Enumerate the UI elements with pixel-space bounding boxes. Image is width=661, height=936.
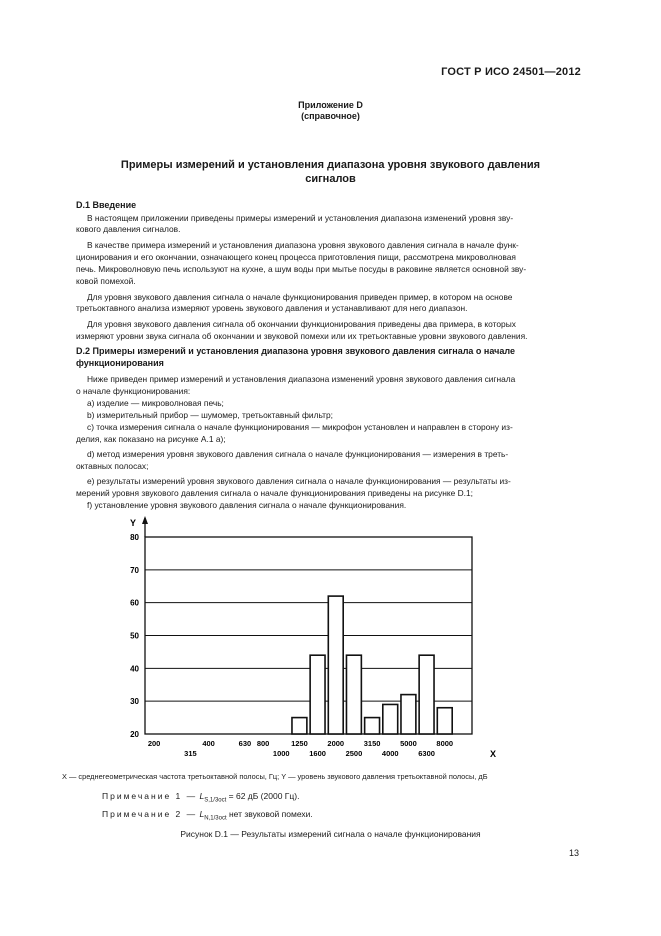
x-tick-label: 3150 (363, 739, 381, 748)
bar-8000 (437, 708, 452, 734)
section-d1-title: D.1 Введение (76, 200, 137, 210)
y-tick-label: 30 (130, 697, 139, 707)
document-header: ГОСТ Р ИСО 24501—2012 (441, 66, 581, 78)
note-2-text: нет звуковой помехи. (226, 809, 313, 819)
page-title-line2: сигналов (305, 173, 356, 185)
y-axis-ticks (130, 533, 139, 739)
x-tick-label: 8000 (436, 739, 454, 748)
appendix-label (0, 100, 661, 122)
bar-6300 (419, 655, 434, 734)
s1-line: кового давления сигналов. (76, 224, 181, 234)
s2-line: a) изделие — микроволновая печь; (87, 398, 224, 408)
y-tick-label: 50 (130, 631, 139, 641)
x-tick-label: 6300 (418, 749, 435, 758)
s2-line: c) точка измерения сигнала о начале функционирования — микрофон установлен и направлен в сторону из- (87, 422, 513, 432)
page-number: 13 (568, 848, 579, 858)
note-1-symbol: L (199, 791, 205, 801)
section-d2-title-line2: функционирования (76, 358, 164, 368)
figure-note-2 (102, 809, 313, 822)
bar-1250 (292, 718, 307, 734)
s2-line: октавных полосах; (76, 461, 149, 471)
note-1-text: = 62 дБ (2000 Гц). (226, 791, 300, 801)
y-tick-label: 40 (130, 664, 139, 674)
s1-line: В качестве примера измерений и установления диапазона уровня звукового давления сигнала в начале функ- (87, 240, 519, 250)
y-tick-label: 20 (130, 730, 139, 739)
note-2-symbol: L (199, 809, 205, 819)
page-title (0, 158, 661, 186)
s2-line: делия, как показано на рисунке А.1 а); (76, 434, 226, 444)
bar-2500 (346, 655, 361, 734)
s1-line: третьоктавного анализа измеряют уровень звукового давления и устанавливают для него диапазон. (76, 303, 468, 313)
section-d2-title-line1: D.2 Примеры измерений и установления диапазона уровня звукового давления сигнала о начале (76, 346, 515, 356)
x-tick-label: 1600 (309, 749, 326, 758)
x-tick-label: 4000 (381, 749, 399, 758)
figure-caption: Рисунок D.1 — Результаты измерений сигнала о начале функционирования (180, 829, 481, 839)
x-axis-label: X (490, 749, 497, 759)
s1-line: измеряют уровни звука сигнала об окончании и звуковой помехи или их третьоктавные уровни звукового давления. (76, 331, 528, 341)
page-title-line1: Примеры измерений и установления диапазона уровня звукового давления (120, 159, 541, 171)
s2-line: e) результаты измерений уровня звукового давления сигнала о начале функционирования — результаты из- (87, 476, 511, 486)
y-axis-label: Y (130, 518, 137, 528)
s1-line: ковой помехой. (76, 276, 136, 286)
x-tick-label: 400 (202, 739, 215, 748)
s2-line: f) установление уровня звукового давления сигнала о начале функционирования. (87, 500, 407, 510)
appendix-title: Приложение D (298, 100, 363, 110)
y-axis-arrowhead (142, 516, 148, 524)
bar-chart (100, 512, 520, 764)
y-tick-label: 70 (130, 565, 139, 575)
bar-3150 (365, 718, 380, 734)
y-tick-label: 80 (130, 533, 139, 542)
x-tick-label: 2000 (327, 739, 345, 748)
x-tick-label: 315 (184, 749, 197, 758)
figure-note-1 (102, 791, 299, 804)
x-tick-label: 200 (147, 739, 161, 748)
y-tick-label: 60 (130, 598, 139, 608)
s1-line: Для уровня звукового давления сигнала о начале функционирования приведен пример, в котором на основе (87, 292, 513, 302)
s2-line: b) измерительный прибор — шумомер, третьоктавный фильтр; (87, 410, 334, 420)
x-axis-ticks (148, 739, 453, 758)
note-1-subscript: S,1/3oct (204, 797, 227, 804)
appendix-subtitle: (справочное) (301, 111, 360, 121)
note-2-subscript: N,1/3oct (204, 815, 227, 822)
bar-4000 (383, 704, 398, 734)
bar-2000 (328, 596, 343, 734)
note-2-prefix: Примечание 2 — (102, 809, 198, 819)
x-tick-label: 1000 (272, 749, 290, 758)
figure-legend: X — среднегеометрическая частота третьоктавной полосы, Гц; Y — уровень звукового давления третьоктавной полосы, дБ (62, 772, 488, 781)
chart-bars (292, 596, 452, 734)
x-tick-label: 1250 (291, 739, 308, 748)
s1-line: ционирования и его окончании, означающего конец процесса приготовления пищи, рассмотрена микроволновая (76, 252, 516, 262)
s2-line: мерений уровня звукового давления сигнала о начале функционирования приведены на рисунке D.1; (76, 488, 473, 498)
x-tick-label: 800 (256, 739, 270, 748)
bar-1600 (310, 655, 325, 734)
x-tick-label: 2500 (345, 749, 363, 758)
s1-line: печь. Микроволновую печь используют на кухне, а шум воды при мытье посуды в раковине является основной зву- (76, 264, 527, 274)
bar-5000 (401, 695, 416, 734)
note-1-prefix: Примечание 1 — (102, 791, 198, 801)
x-tick-label: 630 (238, 739, 252, 748)
s1-line: Для уровня звукового давления сигнала об окончании функционирования приведены два примера, в которых (87, 319, 516, 329)
s2-line: Ниже приведен пример измерений и установления диапазона изменений уровня звукового давления сигнала (87, 374, 516, 384)
s2-line: d) метод измерения уровня звукового давления сигнала о начале функционирования — измерения в треть- (87, 449, 509, 459)
x-tick-label: 5000 (400, 739, 417, 748)
s2-line: о начале функционирования: (76, 386, 191, 396)
s1-line: В настоящем приложении приведены примеры измерений и установления диапазона изменений уровня зву- (87, 213, 514, 223)
